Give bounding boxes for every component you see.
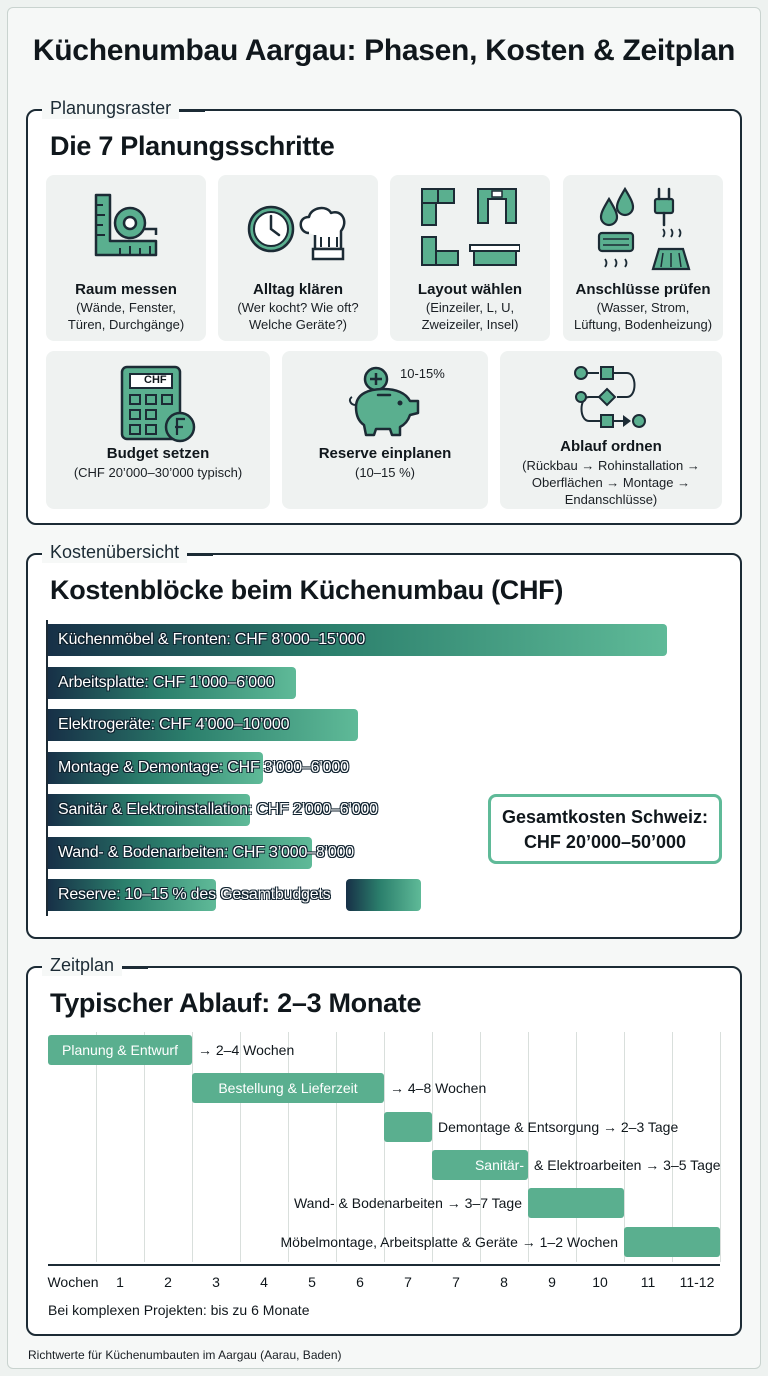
gantt-bar (528, 1188, 624, 1218)
gantt-bar (624, 1227, 720, 1257)
grid-line (720, 1032, 721, 1262)
step-title: Layout wählen (417, 281, 523, 298)
schedule-footnote: Bei komplexen Projekten: bis zu 6 Monate (48, 1302, 310, 1318)
axis-tick: 9 (548, 1274, 556, 1290)
cost-bar-label: Arbeitsplatte: CHF 1’000–6’000 (58, 673, 275, 691)
grid-line (240, 1032, 241, 1262)
schedule-section-label: Zeitplan (42, 955, 122, 976)
axis-tick: 6 (356, 1274, 364, 1290)
step-card-5 (46, 351, 270, 509)
step-card-2 (218, 175, 378, 341)
total-cost-label: Gesamtkosten Schweiz: (501, 807, 709, 827)
gantt-bar: Bestellung & Lieferzeit (192, 1073, 384, 1103)
total-cost-value: CHF 20’000–50’000 (523, 832, 687, 852)
gantt-bar: Sanitär- (432, 1150, 528, 1180)
planning-title: Die 7 Planungsschritte (50, 131, 335, 161)
gantt-note: Demontage & Entsorgung → 2–3 Tage (438, 1119, 679, 1135)
cost-bar-label: Küchenmöbel & Fronten: CHF 8’000–15’000 (58, 631, 366, 648)
ruler-tape-icon (86, 189, 166, 265)
cost-bar-label: Reserve: 10–15 % des Gesamtbudgets (58, 886, 331, 903)
cost-bar (346, 879, 421, 911)
gantt-bar (384, 1112, 432, 1142)
axis-tick: 1 (116, 1274, 124, 1290)
axis-tick: 7 (452, 1274, 460, 1290)
axis-tick: 7 (404, 1274, 412, 1290)
step-desc: (Wände, Fenster, Türen, Durchgänge) (67, 300, 185, 332)
axis-label: Wochen (47, 1274, 99, 1290)
axis-tick: 11 (640, 1274, 656, 1290)
reserve-percent-label: 10-15% (400, 366, 445, 381)
step-desc: (Wer kocht? Wie oft? Welche Geräte?) (237, 300, 359, 332)
gantt-note: & Elektroarbeiten → 3–5 Tage (534, 1157, 721, 1173)
gantt-note: → 2–4 Wochen (198, 1042, 295, 1058)
step-card-1 (46, 175, 206, 341)
step-card-4 (563, 175, 723, 341)
step-title: Ablauf ordnen (560, 438, 662, 455)
gantt-note: Möbelmontage, Arbeitsplatte & Geräte → 1–2 Wochen (280, 1234, 618, 1250)
grid-line (144, 1032, 145, 1262)
axis-tick: 11-12 (679, 1274, 715, 1290)
axis-tick: 8 (500, 1274, 508, 1290)
cost-bar-label: Montage & Demontage: CHF 3’000–6’000 (58, 758, 349, 776)
kitchen-layout-icon (420, 187, 520, 269)
step-title: Alltag klären (252, 281, 344, 298)
cost-title: Kostenblöcke beim Küchenumbau (CHF) (50, 575, 564, 605)
axis-tick: 3 (212, 1274, 220, 1290)
utilities-icon (595, 185, 691, 271)
gantt-axis (48, 1264, 720, 1266)
gantt-note: Wand- & Bodenarbeiten → 3–7 Tage (293, 1195, 522, 1211)
cost-bar-label: Elektrogeräte: CHF 4’000–10’000 (58, 716, 290, 733)
step-card-3 (390, 175, 550, 341)
step-card-7 (500, 351, 722, 509)
step-title: Budget setzen (106, 445, 210, 462)
axis-tick: 4 (260, 1274, 268, 1290)
step-desc: (10–15 %) (355, 465, 415, 480)
step-title: Reserve einplanen (318, 445, 452, 462)
source-note: Richtwerte für Küchenumbauten im Aargau (Aarau, Baden) (28, 1348, 342, 1362)
step-desc: (Rückbau → Rohinstallation → Oberflächen → Montage → Endanschlüsse) (522, 458, 700, 507)
step-desc: (Wasser, Strom, Lüftung, Bodenheizung) (573, 300, 713, 332)
cost-bar-label: Wand- & Bodenarbeiten: CHF 3’000–8’000 (58, 843, 354, 861)
axis-tick: 10 (592, 1274, 608, 1290)
grid-line (192, 1032, 193, 1262)
axis-tick: 2 (164, 1274, 172, 1290)
clock-chef-hat-icon (243, 197, 353, 267)
flowchart-icon (571, 363, 651, 439)
step-title: Raum messen (75, 281, 177, 298)
step-card-6 (282, 351, 488, 509)
planning-section-label: Planungsraster (42, 98, 179, 119)
cost-section-label: Kostenübersicht (42, 542, 187, 563)
gantt-note: → 4–8 Wochen (390, 1080, 487, 1096)
calculator-label: CHF (144, 374, 167, 386)
gantt-bar: Planung & Entwurf (48, 1035, 192, 1065)
schedule-title: Typischer Ablauf: 2–3 Monate (50, 988, 422, 1018)
step-desc: (Einzeiler, L, U, Zweizeiler, Insel) (421, 300, 519, 332)
axis-tick: 5 (308, 1274, 316, 1290)
step-title: Anschlüsse prüfen (575, 281, 711, 298)
grid-line (96, 1032, 97, 1262)
step-desc: (CHF 20’000–30’000 typisch) (73, 465, 243, 480)
page-title: Küchenumbau Aargau: Phasen, Kosten & Zeitplan (32, 34, 736, 67)
cost-bar-label: Sanitär & Elektroinstallation: CHF 2’000–6’000 (58, 801, 378, 818)
total-cost-box (488, 794, 722, 864)
